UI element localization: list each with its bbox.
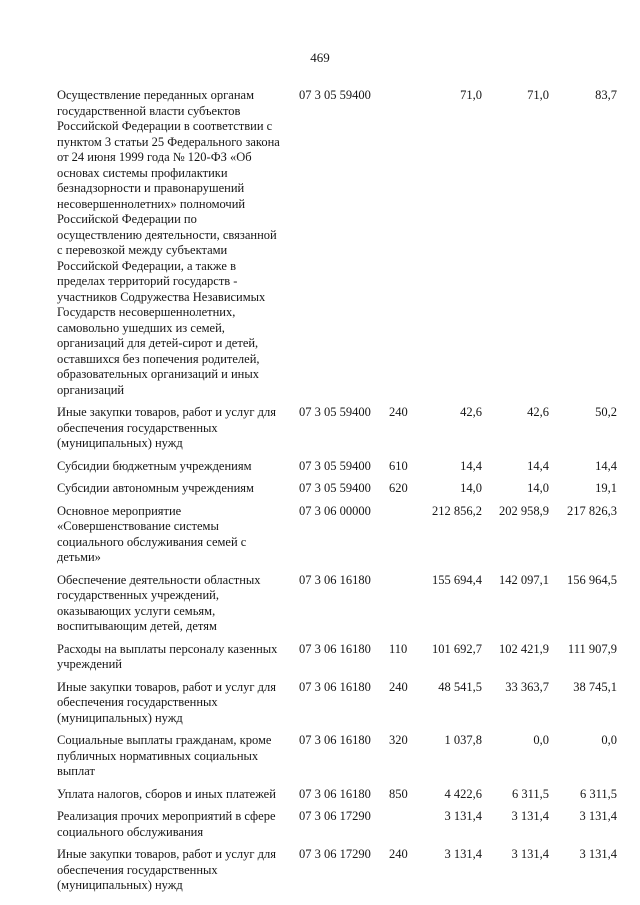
table-row [57, 504, 617, 566]
row-code: 07 3 06 16180 [299, 679, 371, 694]
row-value-2: 3 131,4 [511, 847, 549, 861]
row-value-2: 102 421,9 [499, 641, 549, 656]
row-name: Иные закупки товаров, работ и услуг для обеспечения государственных (муниципальных) нужд [57, 405, 277, 450]
row-value-3: 0,0 [601, 733, 617, 747]
row-code: 07 3 06 16180 [299, 786, 371, 801]
row-code: 07 3 05 59400 [299, 481, 371, 495]
row-name: Социальные выплаты гражданам, кроме публичных нормативных социальных выплат [57, 733, 272, 778]
table-row [57, 88, 617, 398]
row-value-1: 71,0 [460, 88, 482, 102]
row-name: Иные закупки товаров, работ и услуг для обеспечения государственных (муниципальных) нужд [57, 847, 277, 892]
table-row [57, 573, 617, 635]
row-name: Осуществление переданных органам государственной власти субъектов Российской Федерации в соответствии с пунктом 3 статьи 25 Федерального закона от 24 июня 1999 года № 120-ФЗ «Об основах системы профилактики безнадзорности и правонарушений несовершеннолетних» полномочий Российской Федерации по осуществлению деятельности, связанной с перевозкой между субъектами Российской Федерации, а также в пределах территорий государств - участников Содружества Независимых Государств несовершеннолетних, самовольно ушедших из семей, организаций для детей-сирот и детей, оставшихся без попечения родителей, образовательных организаций и иных организаций [57, 88, 280, 397]
row-value-2: 142 097,1 [499, 572, 549, 587]
row-code: 07 3 05 59400 [299, 88, 371, 102]
table-row [57, 642, 617, 673]
row-value-1: 3 131,4 [444, 847, 482, 861]
row-code: 07 3 06 17290 [299, 847, 371, 861]
row-value-2: 3 131,4 [511, 809, 549, 823]
row-value-1: 4 422,6 [444, 786, 482, 801]
row-expense-type: 240 [389, 847, 408, 861]
table-row [57, 847, 617, 894]
row-expense-type: 240 [389, 405, 408, 419]
row-name: Расходы на выплаты персоналу казенных учреждений [57, 641, 278, 671]
row-name: Иные закупки товаров, работ и услуг для обеспечения государственных (муниципальных) нужд [57, 679, 277, 725]
row-value-2: 14,0 [527, 481, 549, 495]
row-name: Реализация прочих мероприятий в сфере социального обслуживания [57, 809, 276, 839]
row-code: 07 3 05 59400 [299, 405, 371, 419]
row-value-3: 111 907,9 [567, 641, 617, 656]
row-value-2: 33 363,7 [505, 679, 549, 694]
row-value-2: 0,0 [533, 733, 549, 747]
row-value-3: 3 131,4 [579, 809, 617, 823]
row-code: 07 3 05 59400 [299, 458, 371, 473]
row-name: Субсидии бюджетным учреждениям [57, 458, 252, 473]
row-value-1: 42,6 [460, 405, 482, 419]
table-row [57, 405, 617, 452]
row-code: 07 3 06 00000 [299, 503, 371, 518]
row-value-1: 212 856,2 [432, 503, 482, 518]
row-value-3: 50,2 [595, 405, 617, 419]
row-value-1: 48 541,5 [438, 679, 482, 694]
table-row [57, 787, 617, 803]
row-value-1: 155 694,4 [432, 572, 482, 587]
table-row [57, 733, 617, 780]
row-name: Обеспечение деятельности областных государственных учреждений, оказывающих услуги семьям, воспитывающим детей, детям [57, 572, 261, 633]
row-value-2: 6 311,5 [511, 786, 549, 801]
row-name: Уплата налогов, сборов и иных платежей [57, 786, 276, 801]
row-name: Основное мероприятие «Совершенствование системы социального обслуживания семей с детьми» [57, 503, 247, 564]
table-row [57, 680, 617, 727]
row-value-3: 6 311,5 [579, 786, 617, 801]
row-value-3: 217 826,3 [567, 503, 617, 518]
row-code: 07 3 06 16180 [299, 572, 371, 587]
row-value-3: 19,1 [595, 481, 617, 495]
row-code: 07 3 06 16180 [299, 641, 371, 656]
row-value-3: 3 131,4 [579, 847, 617, 861]
row-value-3: 38 745,1 [573, 679, 617, 694]
row-expense-type: 320 [389, 733, 408, 747]
row-code: 07 3 06 16180 [299, 733, 371, 747]
row-value-2: 14,4 [527, 458, 549, 473]
table-row [57, 481, 617, 497]
row-name: Субсидии автономным учреждениям [57, 481, 254, 495]
row-expense-type: 110 [389, 641, 408, 656]
row-value-1: 1 037,8 [444, 733, 482, 747]
row-value-1: 101 692,7 [432, 641, 482, 656]
row-value-2: 202 958,9 [499, 503, 549, 518]
row-code: 07 3 06 17290 [299, 809, 371, 823]
row-expense-type: 850 [389, 786, 408, 801]
table-row [57, 809, 617, 840]
budget-table [57, 88, 617, 901]
row-value-1: 14,4 [460, 458, 482, 473]
row-value-1: 14,0 [460, 481, 482, 495]
row-value-3: 156 964,5 [567, 572, 617, 587]
row-expense-type: 620 [389, 481, 408, 495]
row-value-2: 71,0 [527, 88, 549, 102]
page-number: 469 [310, 50, 330, 65]
row-value-1: 3 131,4 [444, 809, 482, 823]
row-expense-type: 610 [389, 458, 408, 473]
table-row [57, 459, 617, 475]
row-expense-type: 240 [389, 679, 408, 694]
row-value-2: 42,6 [527, 405, 549, 419]
row-value-3: 83,7 [595, 88, 617, 102]
row-value-3: 14,4 [595, 458, 617, 473]
